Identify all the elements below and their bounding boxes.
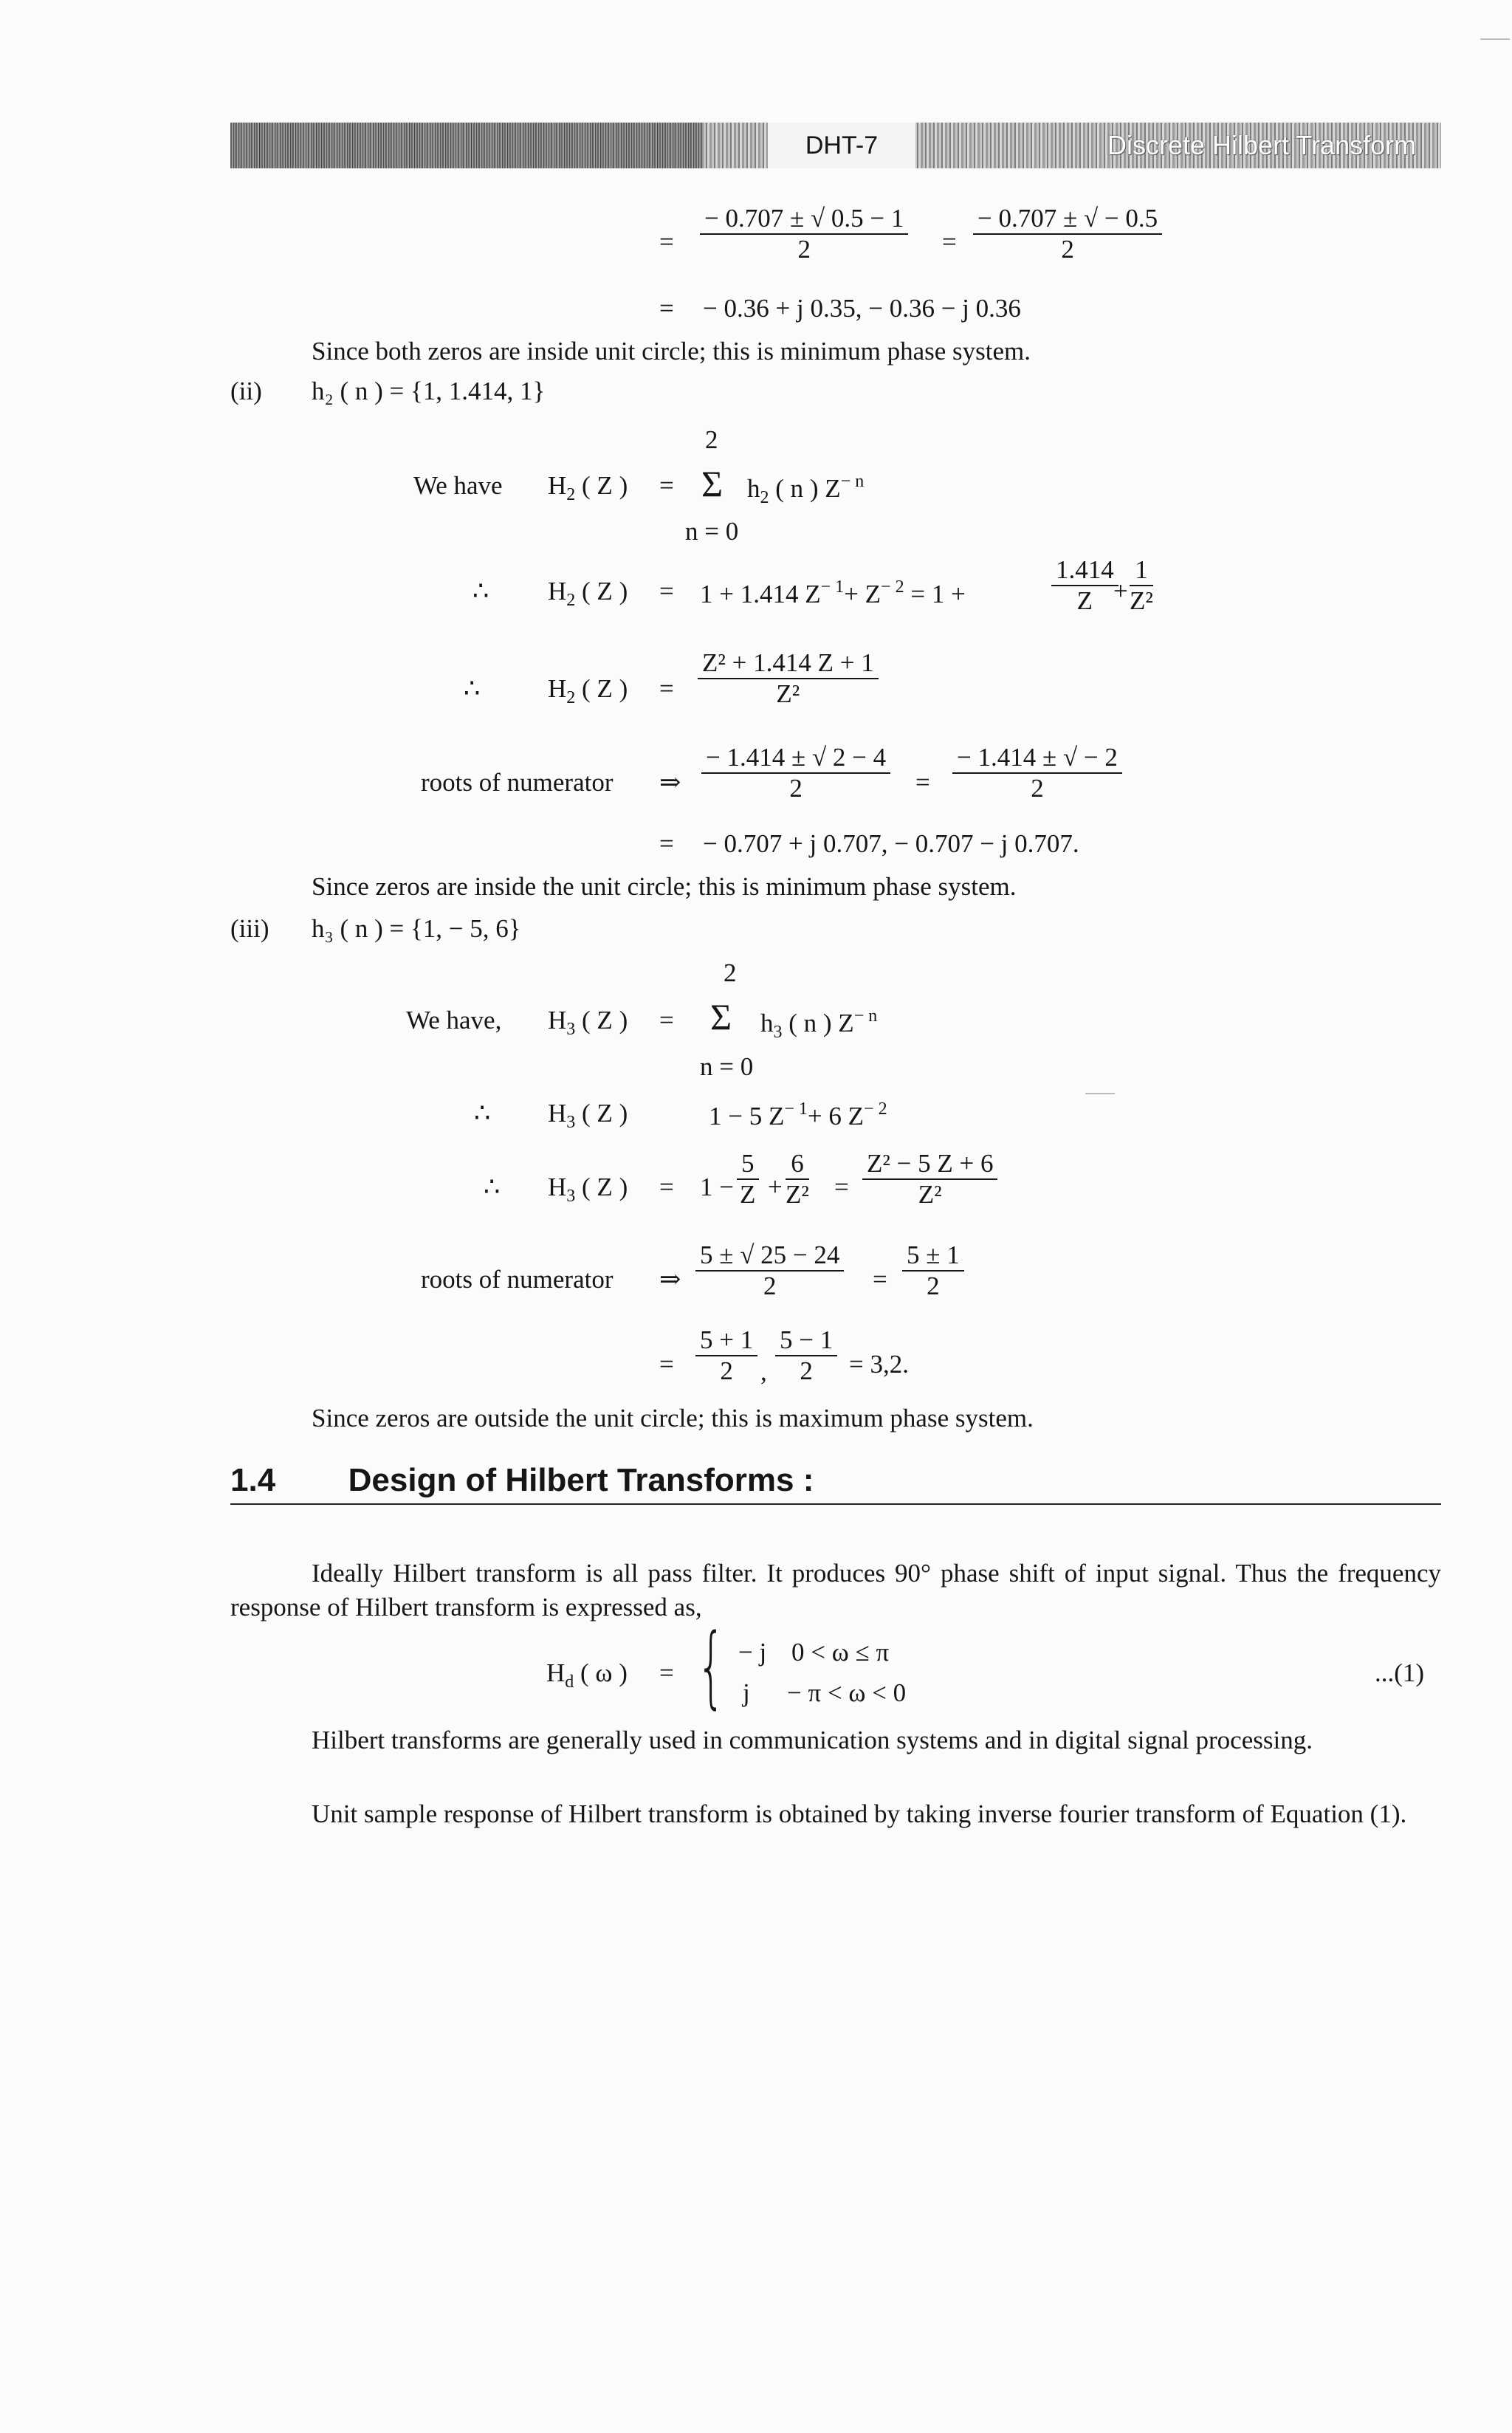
denominator: 2: [789, 774, 803, 803]
fraction-root-ii-2: [952, 743, 1122, 803]
running-title: Discrete Hilbert Transform: [1107, 130, 1417, 160]
sigma-symbol: Σ: [710, 996, 732, 1037]
conclusion-iii: Since zeros are outside the unit circle; this is maximum phase system.: [312, 1404, 1034, 1432]
numerator: 5 + 1: [700, 1325, 754, 1354]
sum-upper-limit: 2: [724, 958, 737, 987]
case1-value: − j: [738, 1638, 767, 1667]
therefore-symbol: ∴: [474, 1099, 491, 1128]
numerator: 5 − 1: [780, 1325, 834, 1354]
conclusion-i: Since both zeros are inside unit circle; this is minimum phase system.: [312, 337, 1031, 366]
expansion-ii: 1 + 1.414 $Z^{- 1}+ Z^{- 2} = 1$ +: [700, 577, 966, 608]
equals-sign: =: [659, 1658, 674, 1687]
numerator: 5 ± √ 25 − 24: [700, 1240, 840, 1269]
equals-sign: =: [659, 1350, 674, 1379]
denominator: Z²: [1130, 586, 1153, 615]
transfer-fn-ii: $H_2$ ( Z ): [548, 577, 628, 610]
denominator: 2: [927, 1272, 940, 1300]
sum-term-iii: $h_3$ ( n ) $Z^{- n}$: [760, 1006, 878, 1042]
transfer-fn-ii: $H_2$ ( Z ): [548, 674, 628, 707]
sigma-symbol: Σ: [701, 463, 724, 504]
header-band-left: [230, 123, 703, 168]
roots-result-iii: = 3,2.: [849, 1350, 909, 1379]
section-rule: [230, 1503, 1441, 1505]
item-label-iii: (iii): [230, 914, 269, 943]
numerator: 1.414: [1056, 555, 1114, 584]
conclusion-ii: Since zeros are inside the unit circle; this is minimum phase system.: [312, 872, 1017, 901]
fraction-ratio-iii: [862, 1149, 997, 1209]
implies-arrow: ⇒: [659, 768, 681, 797]
case2-condition: − π < ω < 0: [787, 1678, 907, 1707]
fraction-1-over-z2: [1130, 555, 1153, 616]
fraction-6-over-z2: [786, 1149, 809, 1209]
sum-upper-limit: 2: [705, 425, 718, 454]
denominator: 2: [797, 235, 811, 264]
item-label-ii: (ii): [230, 377, 262, 405]
equals-sign: =: [834, 1173, 849, 1201]
equals-sign: =: [873, 1265, 887, 1294]
equals-sign: =: [659, 294, 674, 323]
plus-sign: +: [768, 1173, 783, 1201]
therefore-symbol: ∴: [484, 1173, 501, 1201]
roots-label: roots of numerator: [421, 1265, 614, 1294]
transfer-fn-iii: $H_3$ ( Z ): [548, 1099, 628, 1132]
equals-sign: =: [659, 1006, 674, 1034]
section-title: Design of Hilbert Transforms :: [348, 1462, 814, 1498]
scan-mark: [1480, 38, 1510, 40]
sum-lower-limit: n = 0: [685, 517, 739, 546]
numerator: 6: [791, 1149, 804, 1178]
denominator: Z²: [776, 679, 800, 708]
denominator: Z: [1076, 586, 1093, 615]
numerator: − 0.707 ± √ 0.5 − 1: [704, 204, 904, 233]
plus-sign: +: [1113, 577, 1128, 605]
implies-arrow: ⇒: [659, 1265, 681, 1294]
numerator: 1: [1135, 555, 1148, 584]
ideal-response-label: $H_d$ ( ω ): [546, 1658, 628, 1692]
page-code: DHT-7: [805, 131, 879, 159]
comma: ,: [760, 1357, 767, 1386]
fraction-root-1: [700, 204, 908, 264]
transfer-fn-ii: $H_2$ ( Z ): [548, 471, 628, 504]
scan-mark: [1085, 1093, 1115, 1094]
denominator: 2: [720, 1356, 733, 1385]
denominator: 2: [763, 1272, 777, 1300]
equals-sign: =: [659, 227, 674, 256]
therefore-symbol: ∴: [472, 577, 489, 605]
section-heading: [230, 1462, 814, 1499]
fraction-value-2: [775, 1325, 837, 1386]
paragraph-intro: Ideally Hilbert transform is all pass filter. It produces 90° phase shift of input signal. Thus the frequency response of Hilbert transform is expressed as,: [230, 1559, 1441, 1622]
sequence-def-iii: h₃ ( n ) = {1, − 5, 6}: [312, 914, 521, 943]
equals-sign: =: [659, 829, 674, 858]
fraction-root-iii-1: [695, 1240, 844, 1301]
numerator: − 1.414 ± √ − 2: [957, 743, 1118, 772]
denominator: Z²: [786, 1180, 809, 1209]
fraction-root-iii-2: [902, 1240, 964, 1301]
paragraph-applications: Hilbert transforms are generally used in communication systems and in digital signal processing.: [312, 1726, 1313, 1754]
fraction-root-ii-1: [701, 743, 890, 803]
paragraph-unit-sample: Unit sample response of Hilbert transform is obtained by taking inverse fourier transform of Equation (1).: [312, 1799, 1407, 1828]
sequence-def-ii: h₂ ( n ) = {1, 1.414, 1}: [312, 377, 546, 405]
equals-sign: =: [659, 577, 674, 605]
one-minus: 1 −: [700, 1173, 734, 1201]
numerator: 5 ± 1: [907, 1240, 960, 1269]
transfer-fn-iii: $H_3$ ( Z ): [548, 1006, 628, 1039]
denominator: Z: [740, 1180, 756, 1209]
fraction-value-1: [695, 1325, 757, 1386]
equals-sign: =: [659, 471, 674, 500]
roots-label: roots of numerator: [421, 768, 614, 797]
denominator: Z²: [918, 1180, 942, 1209]
numerator: − 0.707 ± √ − 0.5: [977, 204, 1158, 233]
roots-result: − 0.36 + j 0.35, − 0.36 − j 0.36: [703, 294, 1021, 323]
denominator: 2: [1061, 235, 1074, 264]
transfer-fn-iii: $H_3$ ( Z ): [548, 1173, 628, 1206]
expansion-iii: 1 − 5 $Z^{- 1}+ 6$ $Z^{- 2}$: [709, 1099, 887, 1130]
we-have-label: We have: [413, 471, 503, 500]
numerator: Z² + 1.414 Z + 1: [702, 648, 874, 677]
roots-result-ii: − 0.707 + j 0.707, − 0.707 − j 0.707.: [703, 829, 1079, 858]
equals-sign: =: [659, 1173, 674, 1201]
fraction-root-2: [973, 204, 1162, 264]
fraction-1414-over-z: [1051, 555, 1118, 616]
equals-sign: =: [659, 674, 674, 703]
therefore-symbol: ∴: [464, 674, 481, 703]
case1-condition: 0 < ω ≤ π: [791, 1638, 890, 1667]
equation-number: ...(1): [1375, 1658, 1425, 1687]
fraction-ratio-ii: [698, 648, 879, 709]
case2-value: j: [743, 1678, 750, 1707]
we-have-label: We have,: [406, 1006, 502, 1034]
sum-lower-limit: n = 0: [700, 1052, 754, 1081]
sum-term-ii: $h_2$ ( n ) $Z^{- n}$: [747, 472, 865, 507]
numerator: Z² − 5 Z + 6: [867, 1149, 994, 1178]
left-brace: {: [697, 1616, 726, 1718]
numerator: − 1.414 ± √ 2 − 4: [706, 743, 887, 772]
section-number: 1.4: [230, 1462, 276, 1498]
numerator: 5: [741, 1149, 755, 1178]
denominator: 2: [1031, 774, 1044, 803]
denominator: 2: [800, 1356, 813, 1385]
fraction-5-over-z: [737, 1149, 759, 1209]
equals-sign: =: [942, 227, 957, 256]
equals-sign: =: [915, 768, 930, 797]
